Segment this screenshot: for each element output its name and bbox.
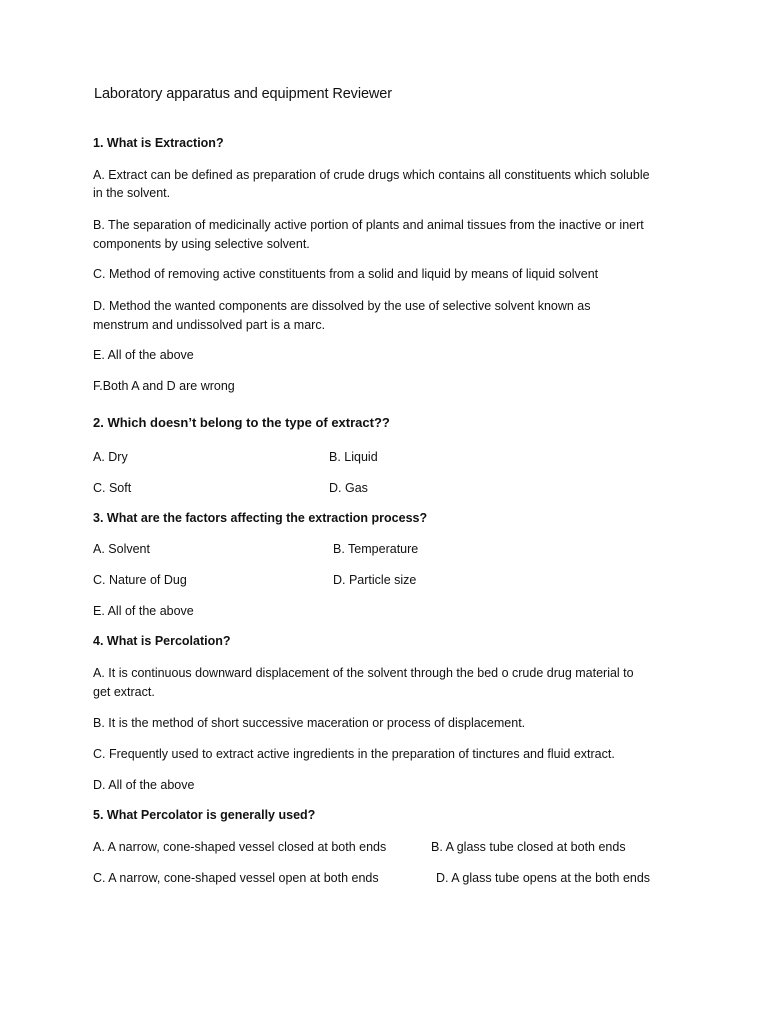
question-1: 1. What is Extraction? bbox=[93, 136, 224, 150]
q1-option-d-line2: menstrum and undissolved part is a marc. bbox=[93, 318, 326, 332]
q2-option-a: A. Dry bbox=[93, 450, 128, 464]
question-3: 3. What are the factors affecting the extraction process? bbox=[93, 511, 428, 525]
q3-option-e: E. All of the above bbox=[93, 604, 194, 618]
q5-option-b: B. A glass tube closed at both ends bbox=[431, 840, 626, 854]
q4-option-c: C. Frequently used to extract active ingredients in the preparation of tinctures and fluid extract. bbox=[93, 747, 615, 761]
q5-option-a: A. A narrow, cone-shaped vessel closed at both ends bbox=[93, 840, 387, 854]
q1-option-c: C. Method of removing active constituents from a solid and liquid by means of liquid solvent bbox=[93, 267, 599, 281]
q2-option-b: B. Liquid bbox=[329, 450, 378, 464]
q2-option-c: C. Soft bbox=[93, 481, 132, 495]
q1-option-a-line2: in the solvent. bbox=[93, 186, 171, 200]
question-2: 2. Which doesn’t belong to the type of extract?? bbox=[93, 415, 390, 430]
question-4: 4. What is Percolation? bbox=[93, 634, 231, 648]
q4-option-d: D. All of the above bbox=[93, 778, 195, 792]
q3-option-b: B. Temperature bbox=[333, 542, 419, 556]
q4-option-a-line1: A. It is continuous downward displacement of the solvent through the bed o crude drug material to bbox=[93, 666, 634, 680]
q3-option-d: D. Particle size bbox=[333, 573, 417, 587]
q5-option-c: C. A narrow, cone-shaped vessel open at both ends bbox=[93, 871, 379, 885]
q1-option-b-line2: components by using selective solvent. bbox=[93, 237, 310, 251]
q1-option-d-line1: D. Method the wanted components are dissolved by the use of selective solvent known as bbox=[93, 299, 591, 313]
q1-option-e: E. All of the above bbox=[93, 348, 194, 362]
q3-option-c: C. Nature of Dug bbox=[93, 573, 187, 587]
q5-option-d: D. A glass tube opens at the both ends bbox=[436, 871, 651, 885]
q1-option-b-line1: B. The separation of medicinally active portion of plants and animal tissues from the inactive or inert bbox=[93, 218, 644, 232]
q4-option-b: B. It is the method of short successive maceration or process of displacement. bbox=[93, 716, 526, 730]
q4-option-a-line2: get extract. bbox=[93, 685, 155, 699]
q3-option-a: A. Solvent bbox=[93, 542, 150, 556]
q2-option-d: D. Gas bbox=[329, 481, 368, 495]
document-title: Laboratory apparatus and equipment Reviewer bbox=[94, 86, 392, 102]
q1-option-a-line1: A. Extract can be defined as preparation of crude drugs which contains all constituents which soluble bbox=[93, 168, 650, 182]
question-5: 5. What Percolator is generally used? bbox=[93, 808, 316, 822]
q1-option-f: F.Both A and D are wrong bbox=[93, 379, 235, 393]
